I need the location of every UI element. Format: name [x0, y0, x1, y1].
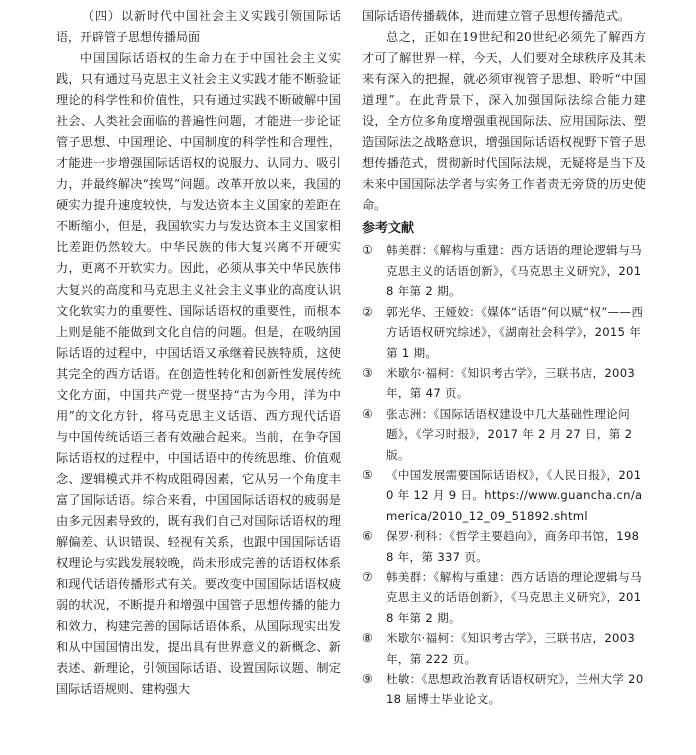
reference-text: 保罗·利科：《哲学主要趋向》，商务印书馆，1988 年，第 337 页。	[386, 529, 640, 564]
reference-text: 韩美群：《解构与重建：西方话语的理论逻辑与马克思主义的话语创新》，《马克思主义研究》，2018 年第 2 期。	[386, 243, 642, 299]
conclusion-paragraph: 总之，正如在19世纪和20世纪必须先了解西方才可了解世界一样，今天，人们要对全球秩序及其未来有深入的把握，就必须审视管子思想、聆听“中国道理”。在此背景下，深入加强国际法综合能力建设，全方位多角度增强重视国际法、应用国际法、塑造国际法之战略意识，增强国际话语权视野下管子思想传播范式，贯彻新时代国际法规，无疑将是当下及未来中国国际法学者与实务工作者责无旁贷的历史使命。	[362, 30, 646, 213]
reference-item	[362, 669, 646, 710]
reference-text: 《中国发展需要国际话语权》，《人民日报》，2010 年 12 月 9 日。https://www.guancha.cn/america/2010_12_09_51892.shtml	[386, 467, 643, 523]
reference-text: 米歇尔·福柯：《知识考古学》，三联书店，2003 年，第 222 页。	[386, 631, 636, 666]
reference-number: ①	[362, 243, 373, 258]
reference-number: ③	[362, 365, 373, 380]
reference-list	[362, 240, 646, 709]
references-heading: 参考文献	[362, 221, 415, 237]
left-column	[56, 6, 341, 700]
reference-number: ②	[362, 304, 373, 319]
reference-number: ⑨	[362, 672, 373, 686]
reference-number: ⑤	[362, 467, 373, 482]
reference-text: 米歇尔·福柯：《知识考古学》，三联书店，2003 年，第 47 页。	[386, 365, 636, 401]
reference-item	[362, 404, 646, 465]
reference-number: ⑦	[362, 569, 373, 584]
reference-text: 张志洲：《国际话语权建设中几大基础性理论问题》，《学习时报》，2017 年 2 月 27 日，第 2 版。	[386, 406, 633, 462]
reference-item	[362, 628, 646, 669]
reference-item	[362, 302, 646, 363]
reference-item	[362, 526, 646, 567]
reference-number: ④	[362, 406, 373, 421]
reference-text: 郭光华、王娅姣：《媒体“话语”何以赋“权”——西方话语权研究综述》，《湖南社会科学》，2015 年第 1 期。	[386, 304, 644, 360]
body-paragraph: 中国国际话语权的生命力在于中国社会主义实践，只有通过马克思主义社会主义实践才能不断验证理论的科学性和价值性，只有通过实践不断破解中国社会、人类社会面临的普遍性问题，才能进一步论证管子思想、中国理论、中国制度的科学性和合理性，才能进一步增强国际话语权的说服力、认同力、吸引力，并最终解决“挨骂”问题。改革开放以来，我国的硬实力提升速度较快，与发达资本主义国家的差距在不断缩小，但是，我国软实力与发达资本主义国家相比差距仍然较大。中华民族的伟大复兴离不开硬实力，更离不开软实力。因此，必须从事关中华民族伟大复兴的高度和马克思主义社会主义事业的高度认识文化软实力的重要性、国际话语权的重要性，而根本上则是能不能做到文化自信的问题。但是，在吸纳国际话语的过程中，中国话语又承继着民族特质，这使其完全的西方话语。在创造性转化和创新性发展传统文化方面，中国共产党一贯坚持“古为今用，洋为中用”的文化方针，将马克思主义话语、西方现代话语与中国传统话语三者有效融合起来。当前，在争夺国际话语权的过程中，中国话语中的传统思维、价值观念、逻辑模式并不构成阻碍因素，它从另一个角度丰富了国际话语。综合来看，中国国际话语权的疲弱是由多元因素导致的，既有我们自己对国际话语权的理解偏差、认识错误、轻视有关系，也跟中国国际话语权理论与实践发展较晚，尚未形成完善的话语权体系和现代话语传播形式有关。要改变中国国际话语权疲弱的状况，不断提升和增强中国管子思想传播的能力和效力，构建完善的国际话语体系，从国际现实出发和从中国国情出发，提出具有世界意义的新概念、新表述、新理论，引领国际话语、设置国际议题、制定国际话语规则、建构强大	[56, 51, 341, 697]
continuation-paragraph: 国际话语传播载体，进而建立管子思想传播范式。	[362, 9, 631, 23]
reference-item	[362, 240, 646, 301]
section-title: （四）以新时代中国社会主义实践引领国际话语，开辟管子思想传播局面	[56, 9, 341, 44]
reference-item	[362, 567, 646, 628]
right-column	[362, 6, 646, 710]
reference-text: 杜敏：《思想政治教育话语权研究》，兰州大学 2018 届博士毕业论文。	[386, 672, 644, 707]
reference-item	[362, 465, 646, 526]
reference-number: ⑥	[362, 529, 373, 544]
reference-text: 韩美群：《解构与重建：西方话语的理论逻辑与马克思主义的话语创新》，《马克思主义研究》，2018 年第 2 期。	[386, 569, 642, 625]
reference-number: ⑧	[362, 631, 373, 646]
reference-item	[362, 363, 646, 404]
